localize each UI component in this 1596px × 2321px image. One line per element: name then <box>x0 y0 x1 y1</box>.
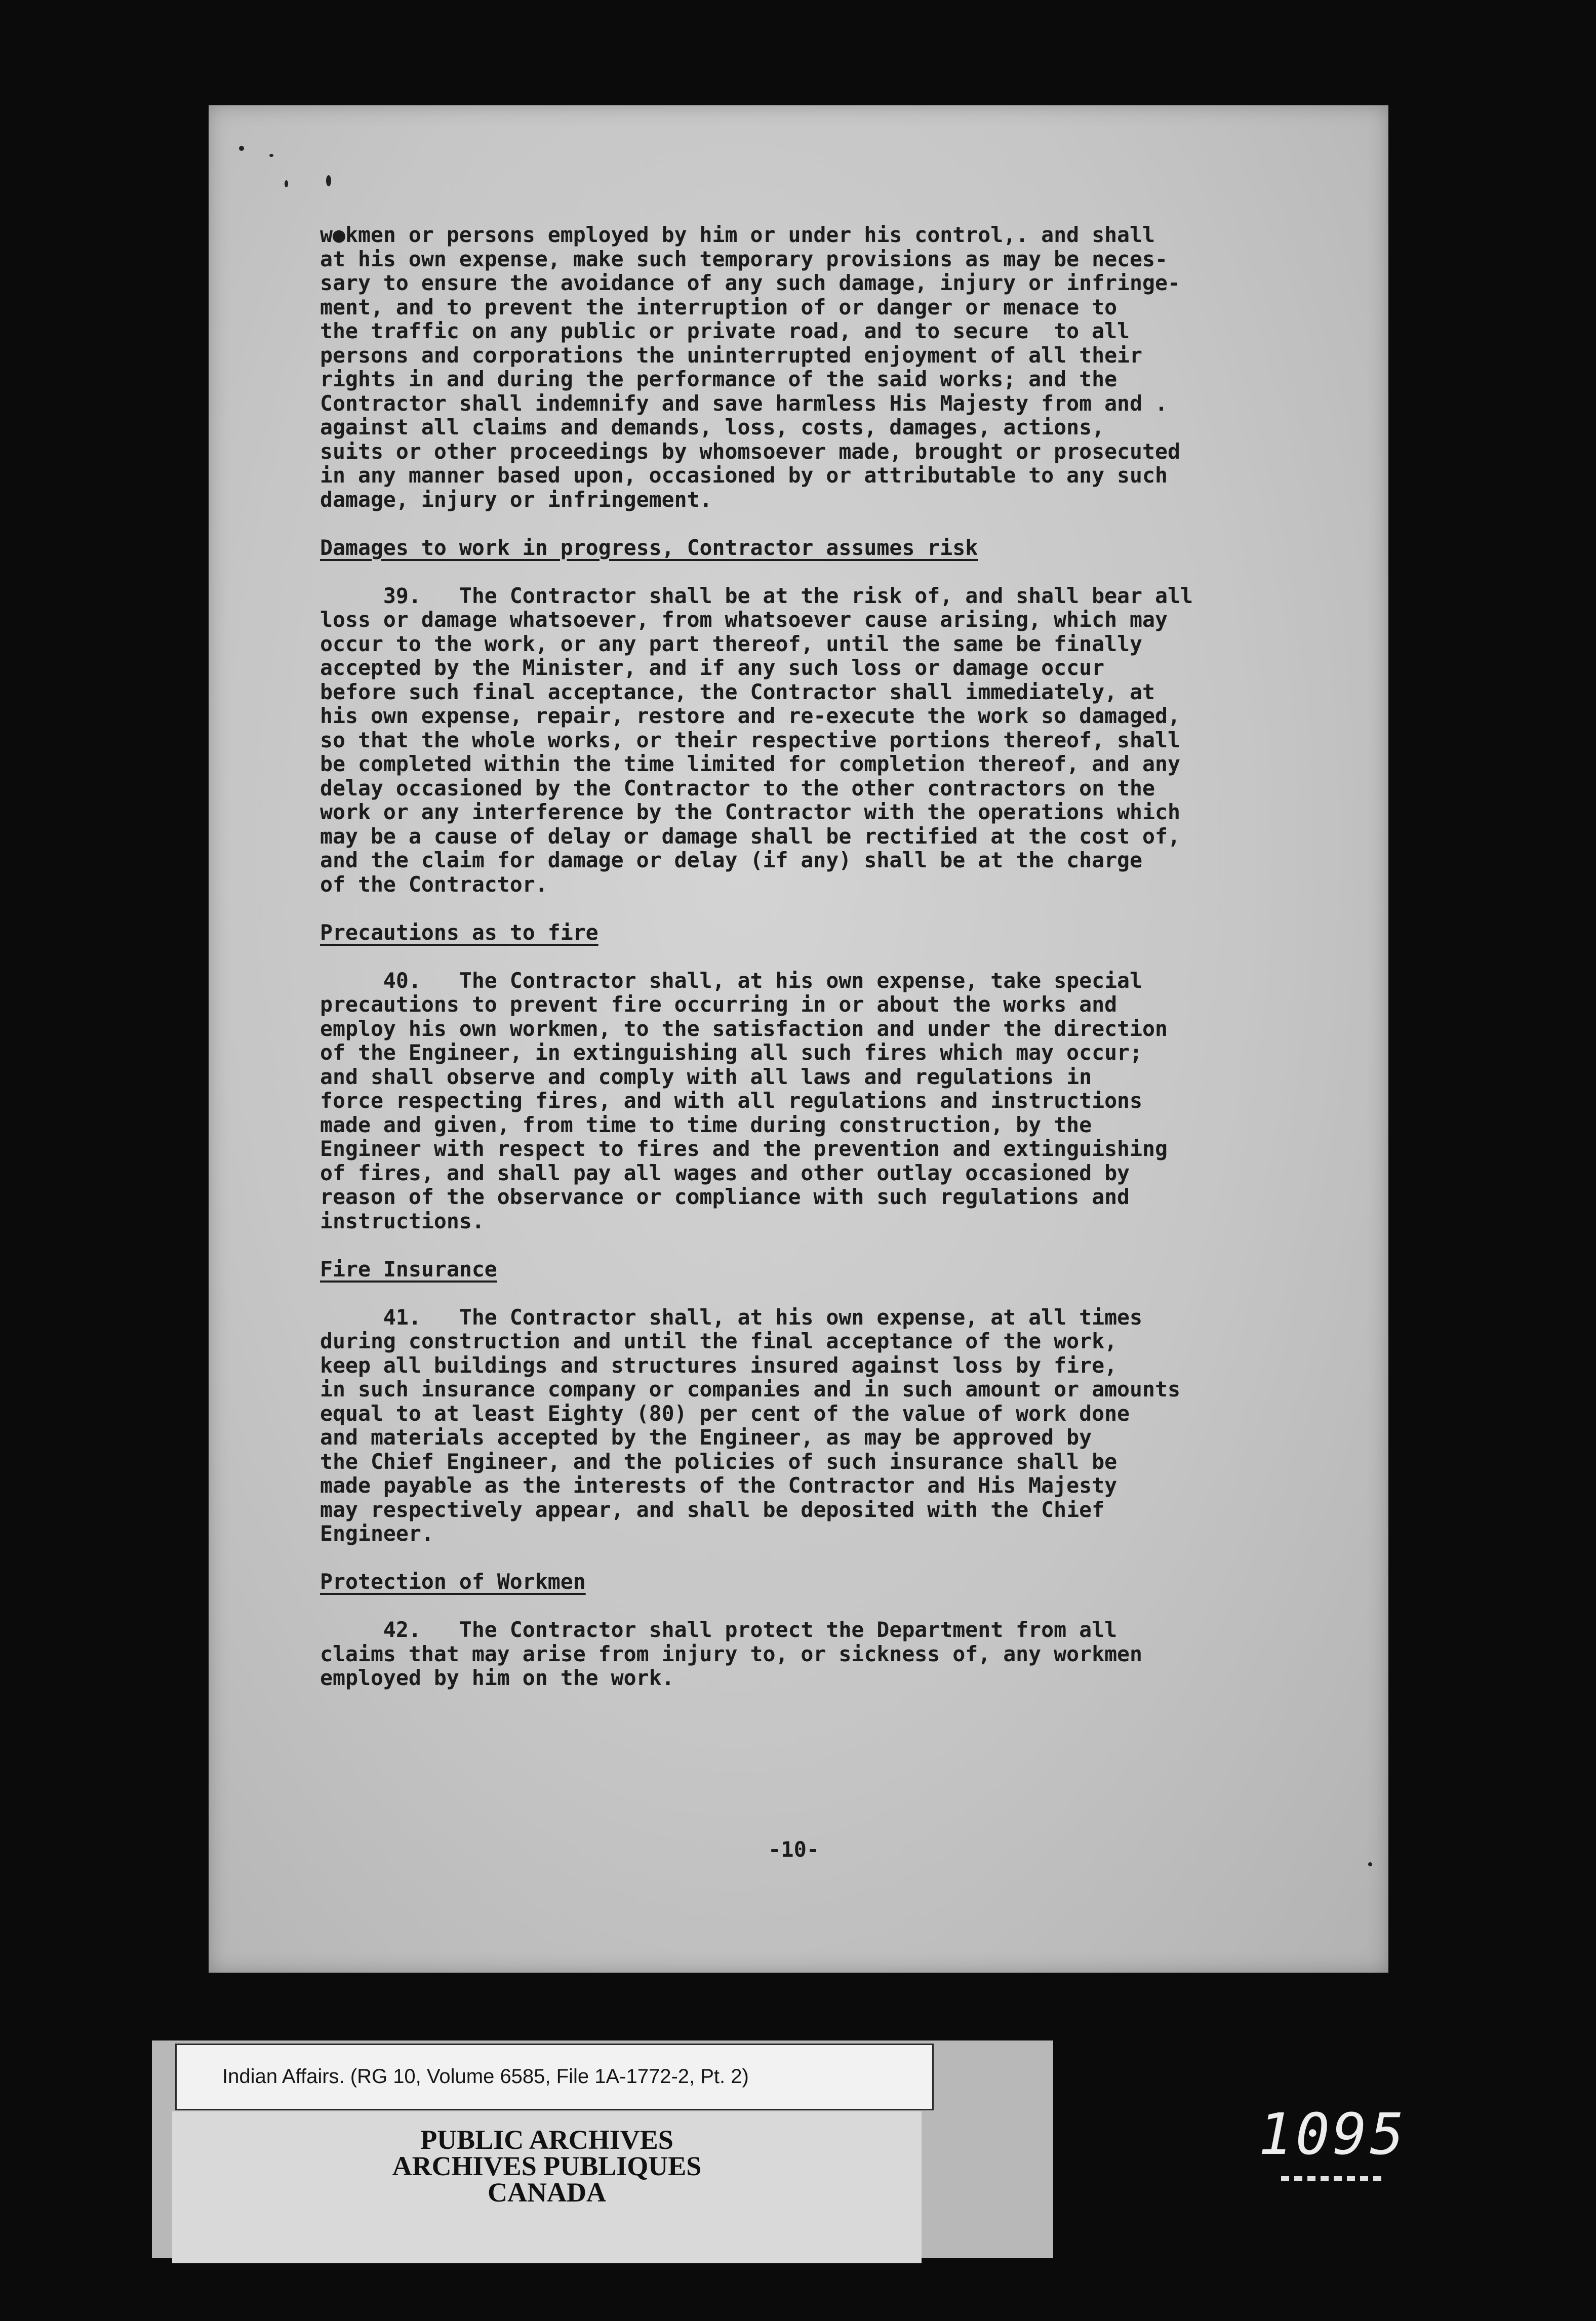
text-line: accepted by the Minister, and if any such loss or damage occur <box>320 655 1105 680</box>
spacer <box>320 1594 1363 1618</box>
dust-speck <box>285 180 288 187</box>
text-line: of the Contractor. <box>320 871 548 897</box>
text-line: loss or damage whatsoever, from whatsoever cause arising, which may <box>320 607 1168 632</box>
spacer <box>320 1546 1363 1570</box>
text-line: equal to at least Eighty (80) per cent of the value of work done <box>320 1400 1130 1426</box>
text-line: during construction and until the final acceptance of the work, <box>320 1329 1118 1353</box>
text-line: be completed within the time limited for completion thereof, and any <box>320 751 1180 776</box>
section-heading: Fire Insurance <box>320 1256 497 1282</box>
text-line: employ his own workmen, to the satisfaction and under the direction <box>320 1016 1168 1041</box>
dust-speck <box>1368 1862 1372 1866</box>
spacer <box>320 1233 1363 1257</box>
text-line: at his own expense, make such temporary provisions as may be neces- <box>320 246 1168 271</box>
archives-stamp <box>344 2127 749 2206</box>
text-line: Contractor shall indemnify and save harmless His Majesty from and . <box>320 390 1168 416</box>
text-line: and the claim for damage or delay (if any) shall be at the charge <box>320 848 1143 872</box>
text-line: claims that may arise from injury to, or sickness of, any workmen <box>320 1641 1143 1666</box>
text-line: employed by him on the work. <box>320 1665 674 1690</box>
text-line: sary to ensure the avoidance of any such damage, injury or infringe- <box>320 270 1180 295</box>
text-line: precautions to prevent fire occurring in or about the works and <box>320 992 1118 1017</box>
text-line: and shall observe and comply with all laws and regulations in <box>320 1064 1092 1089</box>
text-line: made payable as the interests of the Contractor and His Majesty <box>320 1473 1118 1498</box>
archive-citation-card <box>175 2044 934 2110</box>
text-line: in such insurance company or companies and in such amount or amounts <box>320 1377 1180 1402</box>
text-line: may be a cause of delay or damage shall be rectified at the cost of, <box>320 823 1180 849</box>
text-line: suits or other proceedings by whomsoever made, brought or prosecuted <box>320 438 1180 464</box>
text-line: before such final acceptance, the Contractor shall immediately, at <box>320 679 1155 704</box>
spacer <box>320 896 1363 921</box>
text-line: 39. The Contractor shall be at the risk of, and shall bear all <box>320 583 1193 608</box>
stamp-line: CANADA <box>488 2177 606 2208</box>
text-line: rights in and during the performance of the said works; and the <box>320 367 1118 391</box>
text-line: and materials accepted by the Engineer, as may be approved by <box>320 1425 1092 1450</box>
text-line: the traffic on any public or private road, and to secure to all <box>320 318 1130 343</box>
text-line: reason of the observance or compliance with such regulations and <box>320 1184 1130 1209</box>
text-line: damage, injury or infringement. <box>320 487 712 512</box>
text-line: 40. The Contractor shall, at his own expense, take special <box>320 968 1143 993</box>
text-line: 41. The Contractor shall, at his own expense, at all times <box>320 1304 1143 1330</box>
text-line: of fires, and shall pay all wages and other outlay occasioned by <box>320 1160 1130 1185</box>
text-line: delay occasioned by the Contractor to the other contractors on the <box>320 775 1155 801</box>
dust-speck <box>239 146 244 151</box>
frame-number: 1095 <box>1258 2102 1407 2168</box>
spacer <box>320 559 1363 584</box>
spacer <box>320 1281 1363 1305</box>
frame-counter-bar <box>1281 2176 1382 2181</box>
text-line: force respecting fires, and with all regulations and instructions <box>320 1088 1143 1113</box>
text-line: keep all buildings and structures insured against loss by fire, <box>320 1352 1118 1378</box>
text-line: so that the whole works, or their respective portions thereof, shall <box>320 727 1180 752</box>
text-line: instructions. <box>320 1208 485 1233</box>
dust-speck <box>326 175 331 186</box>
text-line: the Chief Engineer, and the policies of such insurance shall be <box>320 1449 1118 1474</box>
text-line: Engineer with respect to fires and the prevention and extinguishing <box>320 1136 1168 1161</box>
document-body <box>320 223 1363 1714</box>
page-number: -10- <box>768 1837 820 1862</box>
spacer <box>320 1690 1363 1714</box>
text-line: made and given, from time to time during construction, by the <box>320 1112 1092 1137</box>
text-line: occur to the work, or any part thereof, until the same be finally <box>320 631 1143 656</box>
text-line: in any manner based upon, occasioned by or attributable to any such <box>320 463 1168 488</box>
section-heading: Damages to work in progress, Contractor assumes risk <box>320 535 978 560</box>
text-line: Engineer. <box>320 1521 434 1546</box>
text-line: w●kmen or persons employed by him or under his control,. and shall <box>320 222 1155 247</box>
text-line: ment, and to prevent the interruption of or danger or menace to <box>320 294 1118 319</box>
spacer <box>320 944 1363 969</box>
text-line: 42. The Contractor shall protect the Department from all <box>320 1617 1118 1642</box>
spacer <box>320 511 1363 536</box>
text-line: persons and corporations the uninterrupted enjoyment of all their <box>320 342 1143 368</box>
text-line: work or any interference by the Contractor with the operations which <box>320 799 1180 824</box>
dust-speck <box>269 154 273 157</box>
text-line: may respectively appear, and shall be deposited with the Chief <box>320 1497 1105 1522</box>
text-line: against all claims and demands, loss, costs, damages, actions, <box>320 415 1105 439</box>
stamp-line: PUBLIC ARCHIVES <box>420 2125 673 2155</box>
text-line: of the Engineer, in extinguishing all such fires which may occur; <box>320 1040 1143 1065</box>
source-citation: Indian Affairs. (RG 10, Volume 6585, File 1A-1772-2, Pt. 2) <box>222 2065 749 2088</box>
section-heading: Precautions as to fire <box>320 919 598 945</box>
text-line: his own expense, repair, restore and re-execute the work so damaged, <box>320 703 1180 728</box>
document-page <box>209 105 1388 1973</box>
stamp-line: ARCHIVES PUBLIQUES <box>392 2151 702 2181</box>
section-heading: Protection of Workmen <box>320 1569 586 1594</box>
